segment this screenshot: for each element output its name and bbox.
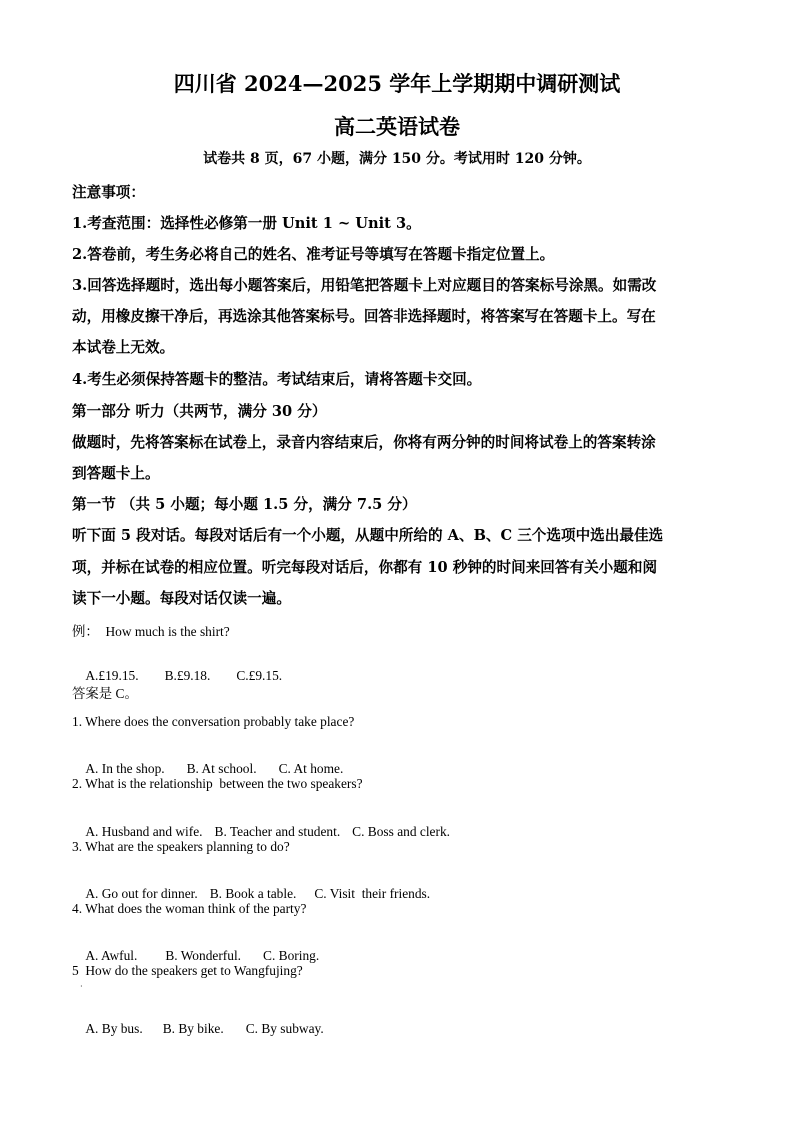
q2-option-c: C. Boss and clerk. <box>352 824 450 839</box>
q5-option-a: A. By bus. <box>85 1021 143 1036</box>
q5-option-c: C. By subway. <box>245 1021 324 1036</box>
q2-option-b: B. Teacher and student. <box>214 824 341 839</box>
question-5-options <box>72 1005 324 1053</box>
example-question: 例： How much is the shirt? <box>72 624 230 639</box>
section1-heading: 第一节 （共 5 小题；每小题 1.5 分，满分 7.5 分） <box>72 496 417 513</box>
section1-line-2: 项，并标在试卷的相应位置。听完每段对话后，你都有 10 秒钟的时间来回答有关小题和阅 <box>72 559 658 576</box>
q1-option-c: C. At home. <box>278 761 344 776</box>
q1-option-b: B. At school. <box>186 761 257 776</box>
note-item-3-line-1: 3.回答选择题时，选出每小题答案后，用铅笔把答题卡上对应题目的答案标号涂黑。如需改 <box>72 277 657 294</box>
note-item-2: 2.答卷前，考生务必将自己的姓名、准考证号等填写在答题卡指定位置上。 <box>72 246 555 263</box>
part1-intro-line-2: 到答题卡上。 <box>72 465 160 482</box>
question-4: 4. What does the woman think of the party? <box>72 901 307 916</box>
q2-option-a: A. Husband and wife. <box>85 824 203 839</box>
example-answer: 答案是 C。 <box>72 686 138 701</box>
question-2: 2. What is the relationship between the two speakers? <box>72 776 363 791</box>
q3-option-a: A. Go out for dinner. <box>85 886 198 901</box>
note-item-3-line-3: 本试卷上无效。 <box>72 339 175 356</box>
q5-option-b: B. By bike. <box>162 1021 224 1036</box>
stray-mark: · <box>80 982 83 991</box>
section1-line-1: 听下面 5 段对话。每段对话后有一个小题，从题中所给的 A、B、C 三个选项中选出最佳选 <box>72 527 664 544</box>
question-1: 1. Where does the conversation probably take place? <box>72 714 355 729</box>
q3-option-b: B. Book a table. <box>209 886 297 901</box>
example-option-c: C.£9.15. <box>236 668 283 683</box>
q4-option-a: A. Awful. <box>85 948 138 963</box>
q4-option-c: C. Boring. <box>263 948 320 963</box>
q4-option-b: B. Wonderful. <box>165 948 242 963</box>
note-item-3-line-2: 动，用橡皮擦干净后，再选涂其他答案标号。回答非选择题时，将答案写在答题卡上。写在 <box>72 308 656 325</box>
q1-option-a: A. In the shop. <box>85 761 165 776</box>
part1-heading: 第一部分 听力（共两节，满分 30 分） <box>72 403 327 420</box>
section1-line-3: 读下一小题。每段对话仅读一遍。 <box>72 590 291 607</box>
exam-subtitle: 高二英语试卷 <box>334 114 460 139</box>
example-option-b: B.£9.18. <box>164 668 211 683</box>
note-item-1: 1.考查范围：选择性必修第一册 Unit 1 ~ Unit 3。 <box>72 215 421 232</box>
notes-heading: 注意事项： <box>72 184 145 201</box>
part1-intro-line-1: 做题时，先将答案标在试卷上，录音内容结束后，你将有两分钟的时间将试卷上的答案转涂 <box>72 434 656 451</box>
exam-title: 四川省 2024—2025 学年上学期期中调研测试 <box>173 71 621 96</box>
question-3: 3. What are the speakers planning to do? <box>72 839 290 854</box>
note-item-4: 4.考生必须保持答题卡的整洁。考试结束后，请将答题卡交回。 <box>72 371 482 388</box>
example-option-a: A.£19.15. <box>85 668 139 683</box>
exam-info: 试卷共 8 页，67 小题，满分 150 分。考试用时 120 分钟。 <box>203 151 591 167</box>
q3-option-c: C. Visit their friends. <box>314 886 431 901</box>
question-5: 5 How do the speakers get to Wangfujing? <box>72 963 303 978</box>
